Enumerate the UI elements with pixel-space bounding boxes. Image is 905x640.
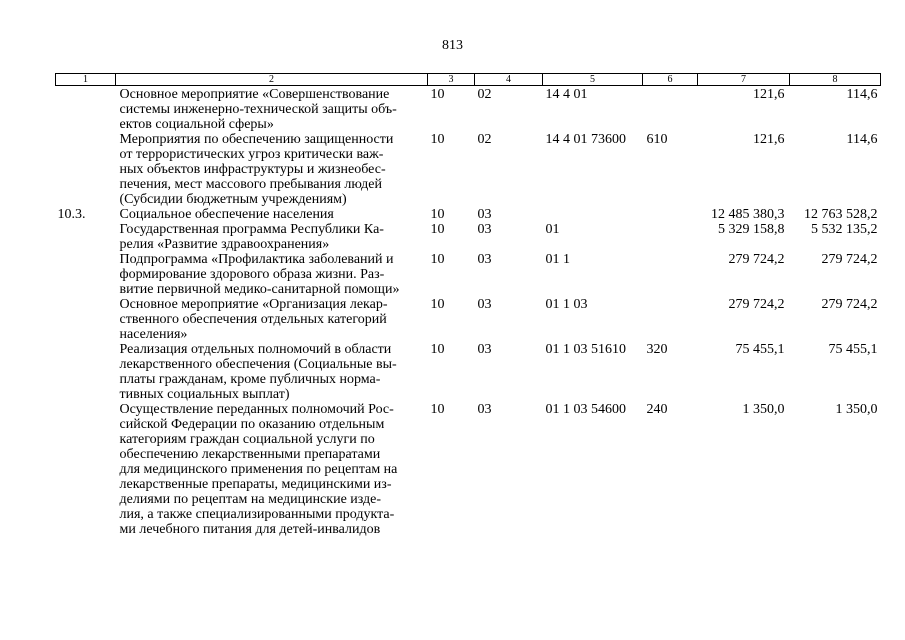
row-name-line: ектов социальной сферы» [119,117,274,132]
column-number-row [56,74,881,86]
row-expense-type [643,86,698,133]
row-name-line: от террористических угроз критически важ- [119,147,384,162]
row-subsection-code: 03 [477,222,492,237]
row-expense-type [643,252,698,297]
row-target-code: 14 4 01 73600 [545,132,626,147]
row-name-line: ственного обеспечения отдельных категорий [119,312,387,327]
table-row [56,207,881,222]
column-header: 1 [56,74,116,86]
column-header: 4 [475,74,543,86]
row-name-line: лия, а также специализированными продукта- [119,507,395,522]
row-number: 10.3. [57,207,86,222]
row-name-line: печения, мест массового пребывания людей [119,177,382,192]
row-section-code: 10 [430,297,445,312]
row-name-line: (Субсидии бюджетным учреждениям) [119,192,347,207]
row-subsection-code: 03 [477,252,492,267]
row-amount-2: 75 455,1 [828,342,878,357]
row-section-code: 10 [430,252,445,267]
row-name-line: Основное мероприятие «Организация лекар- [119,297,388,312]
row-name-line: категориям граждан социальной услуги по [119,432,375,447]
row-name-line: Основное мероприятие «Совершенствование [119,87,390,102]
row-name-line: платы гражданам, кроме публичных норма- [119,372,381,387]
row-name [116,207,428,222]
row-subsection-code: 03 [477,342,492,357]
row-name-line: Осуществление переданных полномочий Рос- [119,402,394,417]
row-name [116,402,428,537]
row-expense-type: 610 [646,132,668,147]
row-target-code: 01 1 03 [545,297,588,312]
row-name-line: населения» [119,327,188,342]
row-name [116,132,428,207]
row-number [56,297,116,342]
row-amount-1: 12 485 380,3 [711,207,785,222]
row-name-line: ных объектов инфраструктуры и жизнеобес- [119,162,386,177]
row-number [56,222,116,252]
row-target-code: 01 [545,222,560,237]
table-row [56,86,881,133]
row-amount-1: 279 724,2 [728,252,785,267]
row-target-code: 01 1 03 54600 [545,402,626,417]
row-name-line: лекарственного обеспечения (Социальные вы- [119,357,397,372]
row-section-code: 10 [430,342,445,357]
row-name-line: Государственная программа Республики Ка- [119,222,384,237]
row-number [56,132,116,207]
row-name [116,297,428,342]
row-expense-type [643,297,698,342]
row-number [56,402,116,537]
row-amount-1: 121,6 [753,132,785,147]
row-amount-2: 12 763 528,2 [804,207,878,222]
table-row [56,222,881,252]
row-expense-type: 240 [646,402,668,417]
row-expense-type: 320 [646,342,668,357]
row-subsection-code: 02 [477,87,492,102]
row-name-line: сийской Федерации по оказанию отдельным [119,417,385,432]
row-amount-2: 114,6 [846,87,878,102]
row-name-line: обеспечению лекарственными препаратами [119,447,381,462]
row-name-line: Реализация отдельных полномочий в области [119,342,392,357]
row-section-code: 10 [430,87,445,102]
table-body [56,86,881,538]
row-name-line: Подпрограмма «Профилактика заболеваний и [119,252,394,267]
row-number [56,252,116,297]
row-amount-1: 75 455,1 [735,342,785,357]
row-target-code: 01 1 03 51610 [545,342,626,357]
table-row [56,132,881,207]
row-name [116,222,428,252]
row-amount-2: 114,6 [846,132,878,147]
row-name [116,342,428,402]
row-name-line: делиями по рецептам на медицинские изде- [119,492,382,507]
row-subsection-code: 03 [477,402,492,417]
page-number: 813 [442,38,463,53]
row-name-line: формирование здорового образа жизни. Раз- [119,267,385,282]
row-name-line: лекарственные препараты, медицинскими из- [119,477,392,492]
row-target-code: 14 4 01 [545,87,588,102]
row-name-line: релия «Развитие здравоохранения» [119,237,330,252]
row-name-line: для медицинского применения по рецептам на [119,462,398,477]
row-name-line: Мероприятия по обеспечению защищенности [119,132,394,147]
row-name-line: Социальное обеспечение населения [119,207,334,222]
row-amount-1: 5 329 158,8 [718,222,785,237]
row-subsection-code: 02 [477,132,492,147]
row-amount-2: 1 350,0 [835,402,878,417]
table-row [56,252,881,297]
row-amount-1: 1 350,0 [742,402,785,417]
row-name [116,252,428,297]
row-number [56,342,116,402]
column-header: 8 [790,74,881,86]
column-header: 2 [116,74,428,86]
column-header: 6 [643,74,698,86]
row-section-code: 10 [430,207,445,222]
row-subsection-code: 03 [477,207,492,222]
row-name-line: витие первичной медико-санитарной помощи» [119,282,400,297]
row-amount-2: 279 724,2 [821,297,878,312]
row-name-line: системы инженерно-технической защиты объ- [119,102,397,117]
row-amount-1: 121,6 [753,87,785,102]
row-section-code: 10 [430,132,445,147]
row-section-code: 10 [430,222,445,237]
row-name [116,86,428,133]
row-section-code: 10 [430,402,445,417]
column-header: 5 [543,74,643,86]
table-row [56,342,881,402]
column-header: 3 [428,74,475,86]
row-target-code: 01 1 [545,252,570,267]
table-row [56,402,881,537]
column-header: 7 [698,74,790,86]
row-name-line: ми лечебного питания для детей-инвалидов [119,522,381,537]
row-amount-2: 5 532 135,2 [811,222,878,237]
row-expense-type [643,207,698,222]
row-amount-1: 279 724,2 [728,297,785,312]
row-subsection-code: 03 [477,297,492,312]
budget-table [55,73,881,537]
row-target-code [543,207,643,222]
row-amount-2: 279 724,2 [821,252,878,267]
row-number [56,86,116,133]
row-name-line: тивных социальных выплат) [119,387,290,402]
row-expense-type [643,222,698,252]
table-row [56,297,881,342]
